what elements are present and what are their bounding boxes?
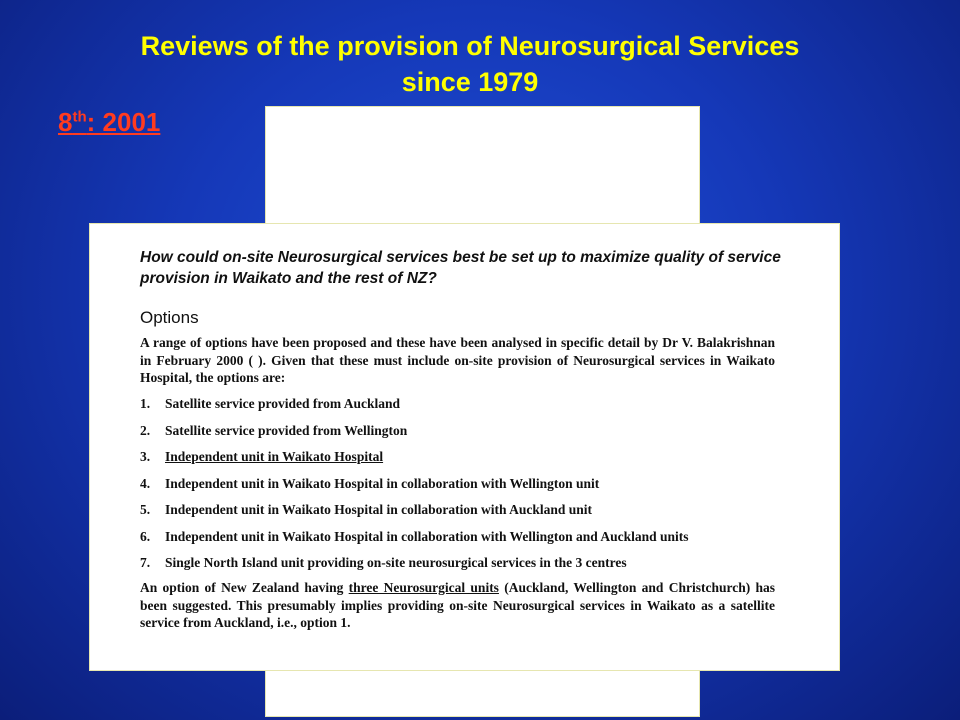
- subtitle-superscript: th: [72, 108, 87, 126]
- title-line-1: Reviews of the provision of Neurosurgical Services: [140, 31, 800, 61]
- closing-paragraph: [140, 579, 775, 632]
- list-item: [140, 396, 689, 423]
- slide-title: [0, 28, 940, 100]
- option-text: Independent unit in Waikato Hospital in collaboration with Auckland unit: [165, 502, 592, 517]
- list-item: [140, 502, 689, 529]
- option-text: Independent unit in Waikato Hospital in collaboration with Wellington and Auckland units: [165, 528, 689, 544]
- option-text: Independent unit in Waikato Hospital in collaboration with Wellington unit: [165, 475, 600, 491]
- closing-text-after: (Auckland, Wellington and Christchurch) has been suggested. This presumably implies providing on-site Neurosurgical services in Waikato as a satellite service from Auckland, i.e., option 1.: [140, 580, 775, 630]
- option-number: 3.: [140, 449, 151, 464]
- closing-text-before: An option of New Zealand having: [140, 580, 349, 595]
- option-text: Satellite service provided from Wellington: [165, 422, 408, 438]
- options-list: [140, 396, 689, 582]
- intro-paragraph: A range of options have been proposed and these have been analysed in specific detail by Dr V. Balakrishnan in February 2000 ( ). Given that these must include on-site provision of Neurosurgical services in Waikato Hospital, the options are:: [140, 335, 775, 385]
- option-text: Satellite service provided from Auckland: [165, 396, 400, 411]
- options-heading: Options: [140, 308, 199, 327]
- document-question: How could on-site Neurosurgical services best be set up to maximize quality of service provision in Waikato and the rest of NZ?: [140, 249, 781, 287]
- list-item: [140, 449, 689, 476]
- list-item: [140, 529, 689, 556]
- list-item: [140, 423, 689, 450]
- slide-subtitle: [58, 107, 160, 138]
- option-number: 4.: [140, 475, 151, 491]
- option-text: Independent unit in Waikato Hospital: [165, 449, 384, 464]
- option-number: 1.: [140, 396, 151, 411]
- option-number: 7.: [140, 555, 151, 570]
- option-text: Single North Island unit providing on-site neurosurgical services in the 3 centres: [165, 555, 627, 570]
- list-item: [140, 555, 689, 582]
- subtitle-year: : 2001: [86, 107, 161, 137]
- list-item: [140, 476, 689, 503]
- subtitle-prefix: 8: [58, 107, 73, 137]
- option-number: 5.: [140, 502, 151, 517]
- title-line-2: since 1979: [401, 67, 539, 97]
- closing-underlined-text: three Neurosurgical units: [348, 580, 499, 595]
- option-number: 2.: [140, 422, 151, 438]
- option-number: 6.: [140, 528, 151, 544]
- document-excerpt: [89, 223, 840, 671]
